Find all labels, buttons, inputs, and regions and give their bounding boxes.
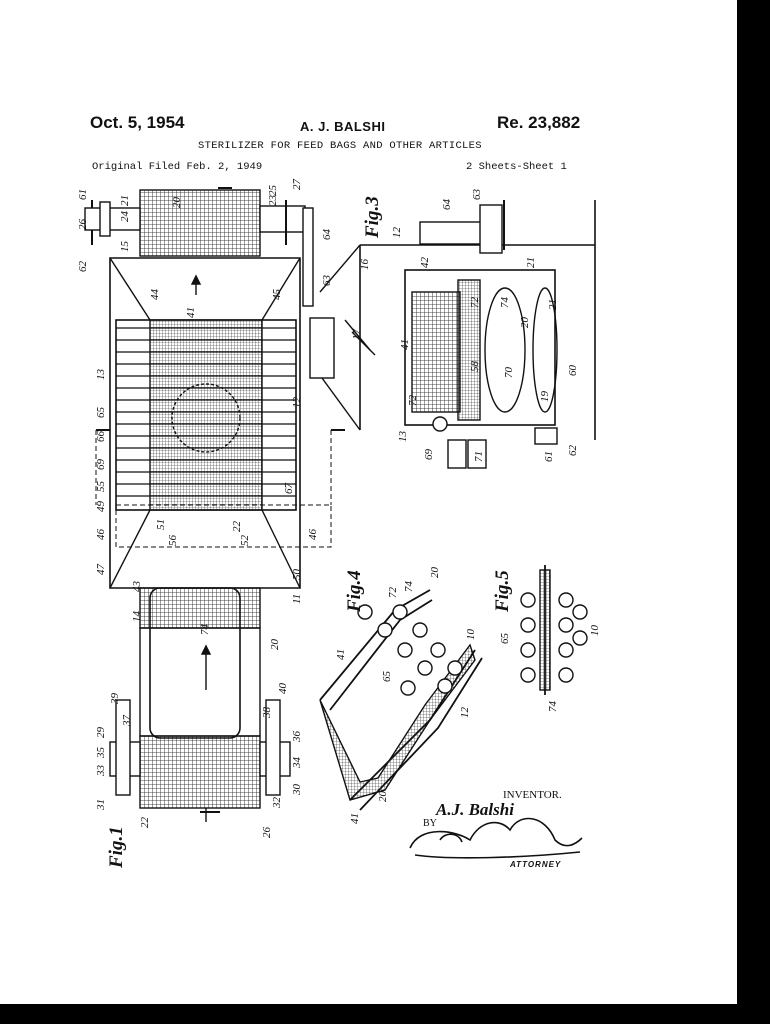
reference-numeral-fig3-74: 74 — [499, 297, 511, 308]
reference-numeral-fig1-bottom-33: 33 — [95, 765, 107, 776]
reference-numeral-fig3-21: 21 — [547, 299, 559, 310]
inventor-signature: A.J. Balshi — [436, 800, 514, 819]
reference-numeral-fig4-20: 20 — [377, 791, 389, 802]
reference-numeral-fig4-41: 41 — [349, 813, 361, 824]
inventor-name: A. J. BALSHI — [300, 119, 386, 134]
reference-numeral-fig1-top-61: 61 — [77, 189, 89, 200]
reference-numeral-fig1-main-14: 14 — [131, 611, 143, 622]
reference-numeral-fig1-main-67: 67 — [283, 483, 295, 494]
reference-numeral-fig1-top-26: 26 — [77, 219, 89, 230]
reference-numeral-fig1-main-11: 11 — [291, 593, 303, 604]
reference-numeral-fig5-65: 65 — [499, 633, 511, 644]
reference-numeral-fig1-bottom-31: 31 — [95, 799, 107, 810]
reference-numeral-fig1-bottom-30: 30 — [291, 784, 303, 795]
reference-numeral-fig3-64: 64 — [441, 199, 453, 210]
reference-numeral-fig1-main-66: 66 — [95, 431, 107, 442]
reference-numeral-fig3-16: 16 — [359, 259, 371, 270]
reference-numeral-fig1-top-24: 24 — [119, 211, 131, 222]
fig1-top-mesh-roller — [140, 190, 260, 256]
reference-numeral-fig1-top-15: 15 — [119, 241, 131, 252]
reference-numeral-fig4-72: 72 — [387, 587, 399, 598]
reference-numeral-fig3-60: 60 — [567, 365, 579, 376]
reference-numeral-fig1-top-23: 23 — [267, 195, 279, 206]
reference-numeral-fig3-72: 72 — [407, 395, 419, 406]
reference-numeral-fig1-main-41: 41 — [185, 307, 197, 318]
reference-numeral-fig1-main-50: 50 — [291, 569, 303, 580]
reference-numeral-fig1-top-63: 63 — [321, 275, 333, 286]
reference-numeral-fig3-21: 21 — [525, 257, 537, 268]
reference-numeral-fig4-65: 65 — [381, 671, 393, 682]
inventor-label: INVENTOR. — [503, 789, 562, 801]
reference-numeral-fig1-main-44: 44 — [149, 289, 161, 300]
reference-numeral-fig1-bottom-34: 34 — [291, 757, 303, 768]
reference-numeral-fig3-62: 62 — [567, 445, 579, 456]
reference-numeral-fig3-61: 61 — [543, 451, 555, 462]
fig3-label: Fig.3 — [362, 196, 383, 238]
fig4-drawing — [320, 590, 482, 810]
fig5-label: Fig.5 — [492, 570, 513, 612]
fig1-label: Fig.1 — [106, 826, 127, 868]
scan-border-right — [737, 0, 770, 1024]
reference-numeral-fig1-bottom-38: 38 — [261, 707, 273, 718]
reference-numeral-fig1-main-47: 47 — [95, 564, 107, 575]
fig5-drawing — [521, 565, 587, 695]
reference-numeral-fig4-10: 10 — [465, 629, 477, 640]
reference-numeral-fig1-main-52: 52 — [239, 535, 251, 546]
sheet-count: 2 Sheets-Sheet 1 — [466, 161, 567, 173]
reference-numeral-fig3-41: 41 — [399, 339, 411, 350]
reference-numeral-fig3-13: 13 — [397, 431, 409, 442]
reference-numeral-fig1-top-21: 21 — [119, 195, 131, 206]
reference-numeral-fig1-top-64: 64 — [321, 229, 333, 240]
reference-numeral-fig3-19: 19 — [539, 391, 551, 402]
reference-numeral-fig3-58: 58 — [469, 361, 481, 372]
patent-title: STERILIZER FOR FEED BAGS AND OTHER ARTICLES — [198, 140, 482, 152]
patent-number: Re. 23,882 — [497, 113, 581, 132]
reference-numeral-fig3-12: 12 — [391, 227, 403, 238]
reference-numeral-fig1-main-49: 49 — [95, 501, 107, 512]
reference-numeral-fig1-main-43: 43 — [131, 581, 143, 592]
scan-border-bottom — [0, 1004, 770, 1024]
reference-numeral-fig3-17: 17 — [351, 329, 363, 340]
reference-numeral-fig1-main-56: 56 — [167, 535, 179, 546]
reference-numeral-fig1-top-25: 25 — [267, 185, 279, 196]
reference-numeral-fig1-bottom-40: 40 — [277, 683, 289, 694]
reference-numeral-fig1-bottom-20: 20 — [269, 639, 281, 650]
reference-numeral-fig4-12: 12 — [459, 707, 471, 718]
reference-numeral-fig3-42: 42 — [419, 257, 431, 268]
reference-numeral-fig3-69: 69 — [423, 449, 435, 460]
reference-numeral-fig1-bottom-39: 39 — [109, 693, 121, 704]
reference-numeral-fig1-main-45: 45 — [271, 289, 283, 300]
reference-numeral-fig1-bottom-74: 74 — [199, 624, 211, 635]
reference-numeral-fig3-63: 63 — [471, 189, 483, 200]
reference-numeral-fig1-main-12: 12 — [291, 397, 303, 408]
reference-numeral-fig1-bottom-35: 35 — [95, 747, 107, 758]
reference-numeral-fig5-74: 74 — [547, 701, 559, 712]
reference-numeral-fig1-bottom-37: 37 — [121, 715, 133, 726]
reference-numeral-fig1-main-46: 46 — [95, 529, 107, 540]
reference-numeral-fig1-bottom-29: 29 — [95, 727, 107, 738]
reference-numeral-fig1-main-65: 65 — [95, 407, 107, 418]
reference-numeral-fig1-top-27: 27 — [291, 179, 303, 190]
reference-numeral-fig4-41: 41 — [335, 649, 347, 660]
reference-numeral-fig1-top-20: 20 — [171, 197, 183, 208]
attorney-label: ATTORNEY — [510, 860, 562, 869]
reference-numeral-fig1-top-62: 62 — [77, 261, 89, 272]
reference-numeral-fig3-20: 20 — [519, 317, 531, 328]
patent-date: Oct. 5, 1954 — [90, 113, 185, 132]
reference-numeral-fig1-main-13: 13 — [95, 369, 107, 380]
reference-numeral-fig1-main-69: 69 — [95, 459, 107, 470]
reference-numeral-fig4-20: 20 — [429, 567, 441, 578]
reference-numeral-fig1-bottom-22: 22 — [139, 817, 151, 828]
reference-numeral-fig3-72: 72 — [469, 297, 481, 308]
fig4-label: Fig.4 — [344, 570, 365, 612]
filed-date: Original Filed Feb. 2, 1949 — [92, 161, 263, 173]
reference-numeral-fig3-71: 71 — [473, 451, 485, 462]
reference-numeral-fig1-main-51: 51 — [155, 519, 167, 530]
reference-numeral-fig4-74: 74 — [403, 581, 415, 592]
reference-numeral-fig3-70: 70 — [503, 367, 515, 378]
by-label: BY — [423, 818, 437, 829]
reference-numeral-fig1-main-22: 22 — [231, 521, 243, 532]
reference-numeral-fig1-bottom-36: 36 — [291, 731, 303, 742]
reference-numeral-fig1-main-55: 55 — [95, 481, 107, 492]
reference-numeral-fig1-bottom-32: 32 — [271, 797, 283, 808]
reference-numeral-fig1-main-46: 46 — [307, 529, 319, 540]
reference-numeral-fig5-10: 10 — [589, 625, 601, 636]
reference-numeral-fig1-bottom-26: 26 — [261, 827, 273, 838]
